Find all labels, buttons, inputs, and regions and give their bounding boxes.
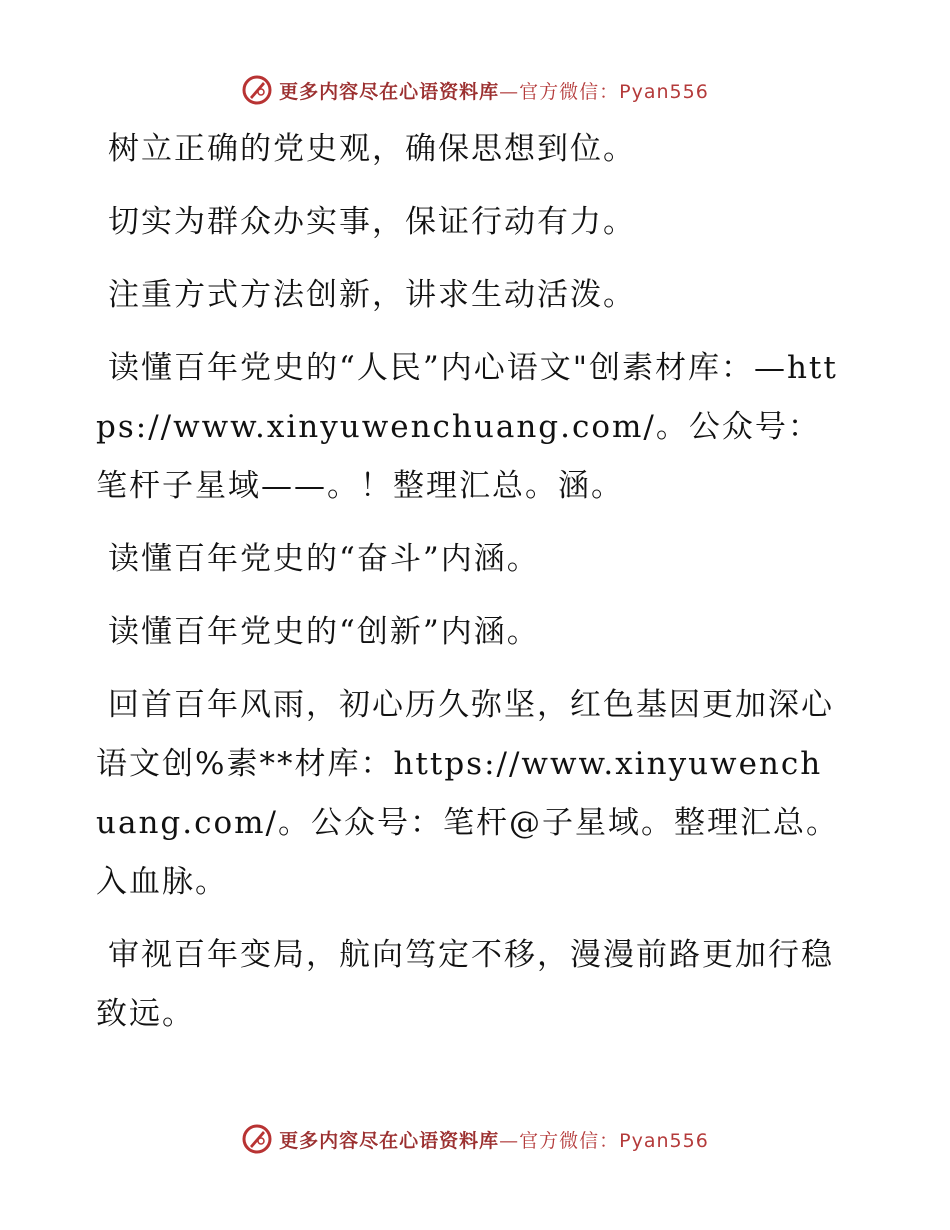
paragraph-5: 读懂百年党史的“奋斗”内涵。 xyxy=(108,541,540,577)
header-banner xyxy=(0,70,950,110)
quill-logo-icon xyxy=(241,1123,273,1155)
header-text xyxy=(279,77,709,104)
header-site-text: 更多内容尽在心语资料库 xyxy=(279,80,500,103)
header-wechat-text: 官方微信：Pyan556 xyxy=(519,80,709,103)
header-separator: — xyxy=(499,80,520,103)
footer-wechat-text: 官方微信：Pyan556 xyxy=(519,1129,709,1152)
paragraph-7: 回首百年风雨，初心历久弥坚，红色基因更加深心语文创%素**材库：https://www.xinyuwenchuang.com/。公众号：笔杆@子星域。整理汇总。入血脉。 xyxy=(96,687,839,900)
paragraph-6: 读懂百年党史的“创新”内涵。 xyxy=(108,614,540,650)
footer-banner xyxy=(0,1119,950,1159)
paragraph-3: 注重方式方法创新，讲求生动活泼。 xyxy=(108,277,636,313)
quill-logo-icon xyxy=(241,74,273,106)
paragraph-8: 审视百年变局，航向笃定不移，漫漫前路更加行稳致远。 xyxy=(96,937,834,1032)
footer-site-text: 更多内容尽在心语资料库 xyxy=(279,1129,500,1152)
paragraph-4: 读懂百年党史的“人民”内心语文"创素材库：—https://www.xinyuwenchuang.com/。公众号：笔杆子星域——。！整理汇总。涵。 xyxy=(96,350,838,504)
footer-separator: — xyxy=(499,1129,520,1152)
document-body xyxy=(96,120,841,1058)
footer-text xyxy=(279,1126,709,1153)
paragraph-2: 切实为群众办实事，保证行动有力。 xyxy=(108,204,636,240)
paragraph-1: 树立正确的党史观，确保思想到位。 xyxy=(108,131,636,167)
